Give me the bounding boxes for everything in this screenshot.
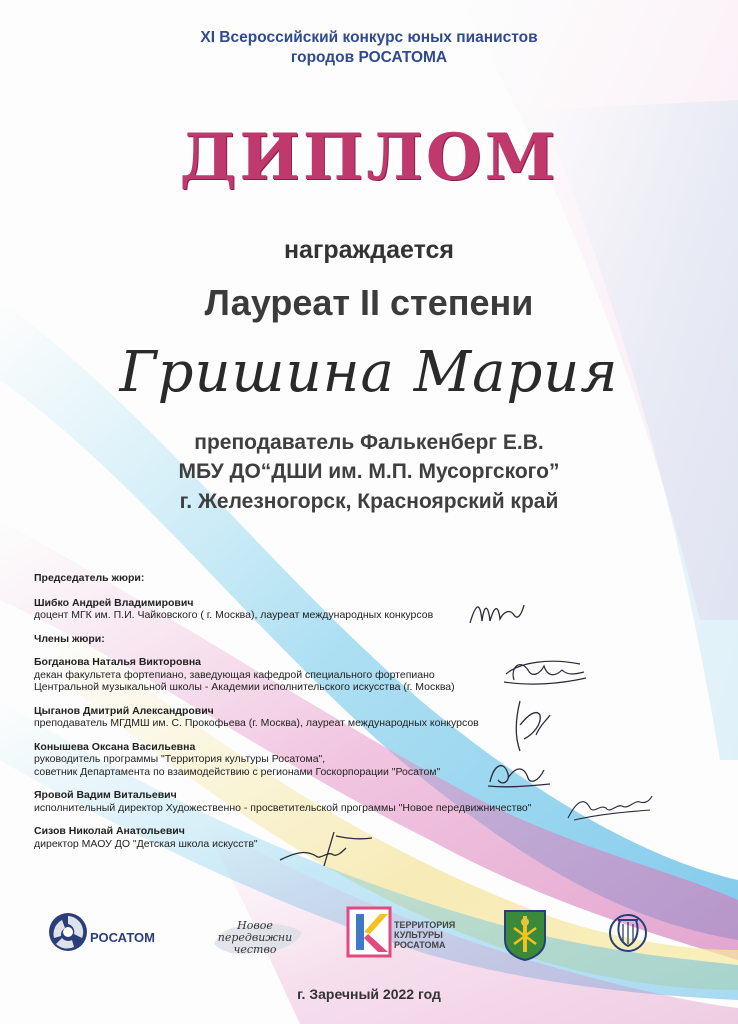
header-line-1: XI Всероссийский конкурс юных пианистов (200, 29, 538, 46)
awarded-text: награждается (283, 236, 455, 264)
territory-line-2: КУЛЬТУРЫ (394, 930, 443, 940)
rosatom-emblem-icon (48, 912, 88, 952)
novoe-peredvizhnichestvo-logo (210, 914, 306, 960)
recipient-name: Гришина Мария (119, 340, 619, 405)
signature-member-1 (500, 652, 590, 692)
jury-member-name: Богданова Наталья Викторовна (34, 656, 202, 668)
partner-logos (0, 900, 738, 970)
city-line: г. Железногорск, Красноярский край (179, 490, 559, 513)
rosatom-wordmark: РОСАТОМ (90, 930, 155, 945)
header-line-2: городов РОСАТОМА (290, 49, 448, 66)
school-line: МБУ ДО“ДШИ им. М.П. Мусоргского” (178, 460, 560, 483)
territory-k-icon (346, 906, 392, 958)
novoe-line-1: Новое (237, 919, 273, 932)
jury-member-name: Сизов Николай Анатольевич (34, 825, 185, 837)
jury-member-desc: декан факультета фортепиано, заведующая кафедрой специального фортепиано (34, 668, 435, 681)
laureate-degree: Лауреат II степени (204, 282, 534, 323)
novoe-wordmark (210, 920, 300, 956)
territory-wordmark (394, 920, 455, 950)
signature-member-2 (510, 695, 554, 757)
signature-member-3 (484, 756, 554, 792)
jury-member-desc: исполнительный директор Художественно - просветительской программы "Новое передвижничество" (34, 801, 532, 814)
jury-member (34, 789, 594, 814)
territory-culture-logo (346, 906, 466, 962)
signature-member-5 (276, 826, 376, 870)
jury-member-name: Яровой Вадим Витальевич (34, 789, 177, 801)
jury-member-desc: Центральной музыкальной школы - Академии исполнительского искусства (г. Москва) (34, 681, 455, 693)
jury-members-heading: Члены жюри: (34, 632, 105, 645)
lyre-icon (608, 908, 648, 958)
jury-member-name: Конышева Оксана Васильевна (34, 740, 196, 753)
jury-member-name: Цыганов Дмитрий Александрович (34, 704, 214, 717)
jury-member-desc: директор МАОУ ДО "Детская школа искусств" (34, 837, 258, 850)
rosatom-logo (48, 912, 178, 952)
jury-chair-desc: доцент МГК им. П.И. Чайковского ( г. Москва), лауреат международных конкурсов (34, 609, 434, 621)
signature-chair (466, 595, 526, 631)
jury-member-desc: руководитель программы "Территория культуры Росатома", (34, 753, 326, 765)
teacher-line: преподаватель Фалькенберг Е.В. (194, 431, 544, 454)
territory-line-1: ТЕРРИТОРИЯ (394, 920, 456, 930)
jury-member-desc: советник Департамента по взаимодействию с регионами Госкорпорации "Росатом" (34, 765, 441, 778)
jury-chair-heading: Председатель жюри: (34, 572, 145, 584)
diploma-title: ДИПЛОМ (179, 120, 559, 195)
novoe-line-3: чество (233, 943, 277, 956)
coat-of-arms-icon (502, 908, 548, 962)
jury-member-desc: преподаватель МГДМШ им. С. Прокофьева (г. Москва), лауреат международных конкурсов (34, 717, 479, 729)
novoe-line-2: передвижни (217, 931, 293, 944)
lyre-emblem (608, 908, 648, 958)
footer-place-year: г. Заречный 2022 год (297, 986, 441, 1002)
city-coat-of-arms (502, 908, 548, 962)
signature-member-4 (564, 790, 654, 826)
jury-chair-name: Шибко Андрей Владимирович (34, 596, 194, 609)
competition-header (0, 28, 738, 68)
territory-line-3: РОСАТОМА (394, 940, 446, 950)
